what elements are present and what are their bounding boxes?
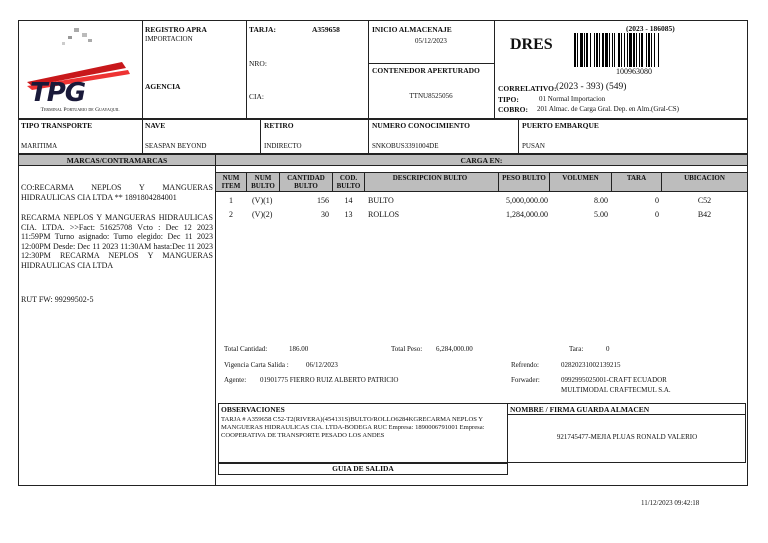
nave-value: SEASPAN BEYOND <box>145 142 207 150</box>
col-cantidad: CANTIDAD BULTO <box>287 174 325 190</box>
tarja-value: A359658 <box>312 25 340 34</box>
col-volumen: VOLUMEN <box>562 174 599 182</box>
inicio-value: 05/12/2023 <box>415 37 447 45</box>
dres-title: DRES <box>510 36 553 53</box>
barcode-bar <box>648 33 650 67</box>
tipo-label: TIPO: <box>498 95 519 104</box>
barcode-bar <box>612 33 613 67</box>
barcode-bar <box>594 33 595 67</box>
firma-value: 921745477-MEJIA PLUAS RONALD VALERIO <box>556 433 698 441</box>
row-cantidad: 156 <box>317 196 329 205</box>
row-bulto: (V)(2) <box>252 210 273 219</box>
row-tara: 0 <box>655 196 659 205</box>
barcode-bar <box>627 33 628 67</box>
col-peso: PESO BULTO <box>502 174 546 182</box>
col-ubicacion: UBICACION <box>684 174 725 182</box>
conocimiento-label: NUMERO CONOCIMIENTO <box>372 121 470 130</box>
inicio-label: INICIO ALMACENAJE <box>372 25 452 34</box>
row-item: 1 <box>229 196 233 205</box>
retiro-value: INDIRECTO <box>264 142 302 150</box>
firma-label: NOMBRE / FIRMA GUARDA ALMACEN <box>510 405 650 414</box>
row-desc: ROLLOS <box>368 210 400 219</box>
footer-timestamp: 11/12/2023 09:42:18 <box>641 499 700 507</box>
conocimiento-value: SNKOBUS3391004DE <box>372 142 439 150</box>
transporte-value: MARITIMA <box>21 142 58 150</box>
barcode-bar <box>609 33 610 67</box>
barcode-bar <box>641 33 643 67</box>
marcas-text-2: RECARMA NEPLOS Y MANGUERAS HIDRAULICAS CIA. LTDA. >>Fact: 51625708 Vcto : Dec 12 2023 11:59PM Turno asignado: Turno elegido: Dec 11 2023 12:00PM Desde: Dec 11 2023 11:30AM hasta:Dec 11 2023 12:30PM RECARMA NEPLOS Y MANGUERAS HIDRAULICAS CIA LTDA <box>21 213 213 270</box>
vigencia-label: Vigencia Carta Salida : <box>224 361 289 369</box>
forwader-value-1: 0992995025001-CRAFT ECUADOR <box>561 376 667 384</box>
col-cod: COD. BULTO <box>336 174 361 190</box>
agente-value: 01901775 FIERRO RUIZ ALBERTO PATRICIO <box>260 376 399 384</box>
observaciones-text: TARJA # A359658 C52-T2(RIVERA)(454131S)BULTO/ROLLO6284KGRECARMA NEPLOS Y MANGUERAS HIDRAULICAS CIA. LTDA-BODEGA RUC Empresa: 1890006791001 Empresa: COOPERATIVA DE TRANSPORTE PESADO LOS ANDES <box>221 416 485 439</box>
forwader-value-2: MULTIMODAL CRAFTECMUL S.A. <box>561 386 671 394</box>
total-peso-label: Total Peso: <box>391 345 423 353</box>
registro-value: IMPORTACION <box>145 35 193 43</box>
row-tara: 0 <box>655 210 659 219</box>
registro-label: REGISTRO APRA <box>145 25 207 34</box>
retiro-label: RETIRO <box>264 121 294 130</box>
barcode-bar <box>646 33 647 67</box>
barcode-bar <box>599 33 600 67</box>
barcode-bar <box>580 33 583 67</box>
row-peso: 1,284,000.00 <box>506 210 548 219</box>
contenedor-value: TTNU8525056 <box>409 92 453 100</box>
carga-header: CARGA EN: <box>460 156 503 165</box>
correlativo-label: CORRELATIVO: <box>498 84 557 93</box>
barcode-bar <box>586 33 588 67</box>
barcode-bar <box>605 33 608 67</box>
barcode-bar <box>574 33 576 67</box>
row-cod: 13 <box>344 210 353 219</box>
row-volumen: 8.00 <box>594 196 608 205</box>
nave-label: NAVE <box>145 121 166 130</box>
row-cantidad: 30 <box>321 210 329 219</box>
barcode-bar <box>639 33 640 67</box>
total-peso-value: 6,284,000.00 <box>436 345 473 353</box>
dres-code-header: (2023 - 186085) <box>626 24 675 33</box>
col-tara: TARA <box>626 174 647 182</box>
barcode-bar <box>596 33 598 67</box>
barcode-bar <box>584 33 585 67</box>
forwader-label: Forwader: <box>511 376 540 384</box>
company-logo <box>22 24 138 116</box>
barcode-bar <box>602 33 604 67</box>
marcas-header: MARCAS/CONTRAMARCAS <box>66 156 168 165</box>
logo-subtitle: Terminal Portuario de Guayaquil <box>40 107 120 113</box>
cobro-value: 201 Almac. de Carga Gral. Dep. en Alm.(Gral-CS) <box>537 105 679 113</box>
agente-label: Agente: <box>224 376 247 384</box>
row-volumen: 5.00 <box>594 210 608 219</box>
barcode-bar <box>629 33 632 67</box>
cobro-label: COBRO: <box>498 105 528 114</box>
transporte-label: TIPO TRANSPORTE <box>21 121 93 130</box>
barcode-bar <box>577 33 578 67</box>
col-num-item: NUM ITEM <box>221 174 241 190</box>
row-peso: 5,000,000.00 <box>506 196 548 205</box>
barcode-bar <box>590 33 591 67</box>
refrendo-label: Refrendo: <box>511 361 539 369</box>
contenedor-label: CONTENEDOR APERTURADO <box>372 66 480 75</box>
barcode-bar <box>624 33 625 67</box>
marcas-rut: RUT FW: 99299502-5 <box>21 295 94 304</box>
puerto-label: PUERTO EMBARQUE <box>522 121 599 130</box>
barcode-number: 100963080 <box>616 67 652 76</box>
marcas-text-1: CO:RECARMA NEPLOS Y MANGUERAS HIDRAULICAS CIA LTDA ** 1891804284001 <box>21 183 213 202</box>
nro-label: NRO: <box>249 59 267 68</box>
barcode-bar <box>614 33 615 67</box>
guia-label: GUIA DE SALIDA <box>332 464 394 473</box>
agencia-label: AGENCIA <box>145 82 181 91</box>
barcode-bar <box>651 33 652 67</box>
barcode-icon <box>574 33 694 67</box>
barcode-bar <box>658 33 659 67</box>
correlativo-value: (2023 - 393) (549) <box>556 82 627 92</box>
row-desc: BULTO <box>368 196 394 205</box>
col-num-bulto: NUM BULTO <box>251 174 275 190</box>
row-item: 2 <box>229 210 233 219</box>
cia-label: CIA: <box>249 92 264 101</box>
row-cod: 14 <box>344 196 353 205</box>
total-cantidad-label: Total Cantidad: <box>224 345 268 353</box>
tipo-value: 01 Normal Importacion <box>539 95 606 103</box>
tara-total-value: 0 <box>606 345 610 353</box>
row-ubicacion: C52 <box>697 196 712 205</box>
tara-total-label: Tara: <box>569 345 584 353</box>
row-bulto: (V)(1) <box>252 196 273 205</box>
total-cantidad-value: 186.00 <box>289 345 309 353</box>
barcode-bar <box>621 33 622 67</box>
barcode-bar <box>618 33 620 67</box>
barcode-bar <box>654 33 655 67</box>
col-descripcion: DESCRIPCION BULTO <box>392 174 468 182</box>
logo-brand: TPG <box>30 78 86 108</box>
vigencia-value: 06/12/2023 <box>306 361 338 369</box>
row-ubicacion: B42 <box>697 210 712 219</box>
observaciones-label: OBSERVACIONES <box>221 405 285 414</box>
refrendo-value: 02820231002139215 <box>561 361 621 369</box>
barcode-bar <box>636 33 637 67</box>
barcode-bar <box>633 33 635 67</box>
tarja-label: TARJA: <box>249 25 276 34</box>
puerto-value: PUSAN <box>522 142 545 150</box>
